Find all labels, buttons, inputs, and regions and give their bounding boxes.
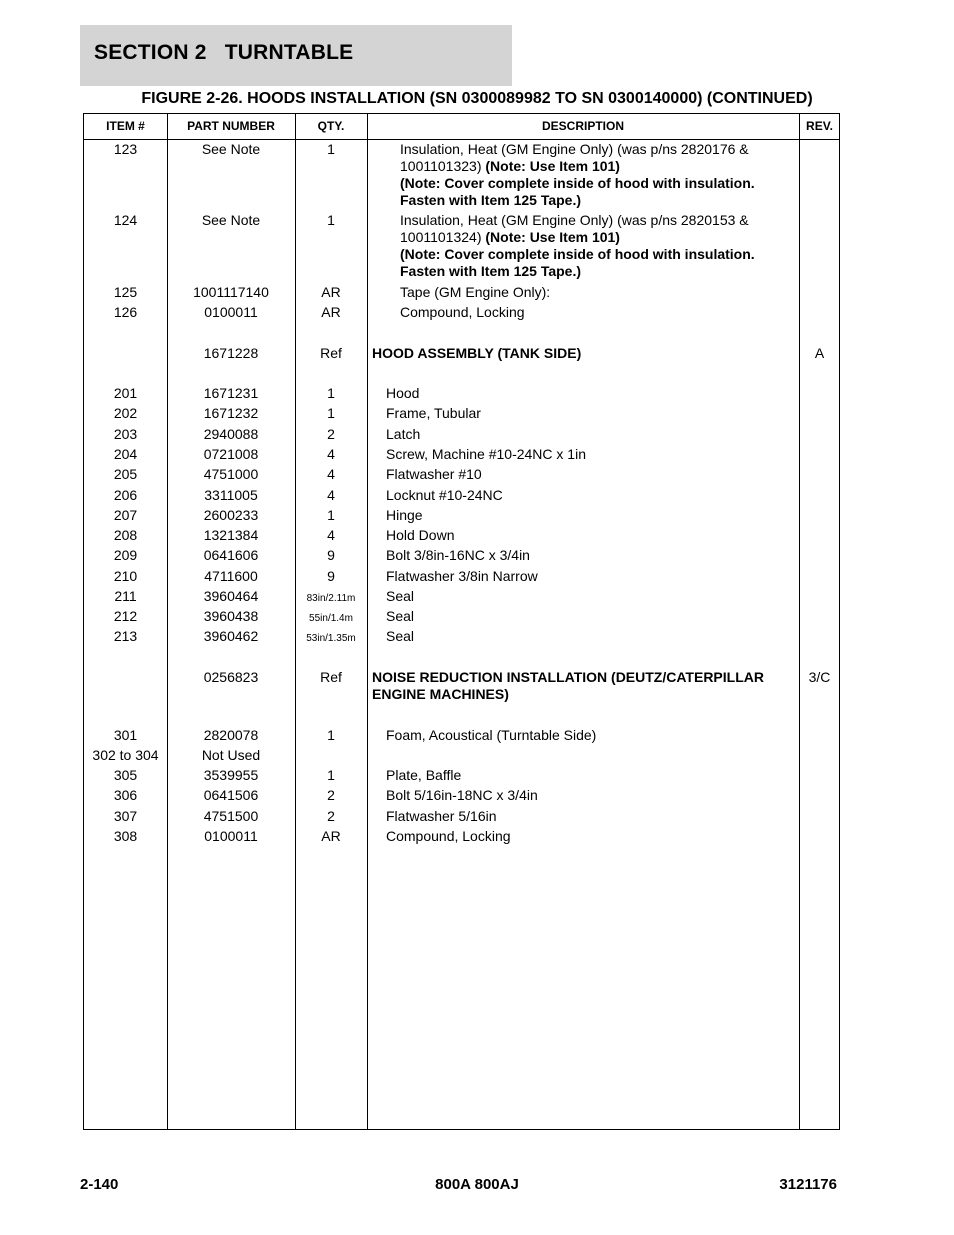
parts-table — [83, 113, 840, 1130]
item-number: 205 — [113, 466, 138, 482]
column-divider — [367, 114, 368, 1129]
description — [386, 568, 538, 585]
part-number: 3960462 — [203, 628, 259, 644]
header-item: ITEM # — [106, 119, 145, 133]
header-divider — [84, 139, 839, 140]
part-number: 2600233 — [203, 507, 259, 523]
description-line — [386, 466, 482, 483]
item-number: 202 — [113, 405, 138, 421]
description-text: Flatwasher 5/16in — [386, 808, 497, 824]
revision: A — [814, 345, 825, 361]
description — [386, 767, 461, 784]
description-line — [386, 808, 497, 825]
item-number: 209 — [113, 547, 138, 563]
revision: 3/C — [808, 669, 831, 685]
part-number: 0641606 — [203, 547, 259, 563]
quantity: 1 — [327, 141, 335, 157]
section-title: SECTION 2 TURNTABLE — [94, 41, 354, 64]
description-text: Compound, Locking — [400, 304, 525, 320]
part-number: 2820078 — [203, 727, 259, 743]
quantity: 1 — [327, 727, 335, 743]
part-number: 3539955 — [203, 767, 259, 783]
description — [386, 628, 414, 645]
description-text: Frame, Tubular — [386, 405, 481, 421]
description-line — [386, 547, 530, 564]
item-number: 208 — [113, 527, 138, 543]
description-text: Hinge — [386, 507, 423, 523]
description-text: Latch — [386, 426, 421, 442]
description — [386, 426, 420, 443]
description — [386, 787, 538, 804]
model-label: 800A 800AJ — [435, 1176, 519, 1193]
description-text: Hood — [386, 385, 420, 401]
part-number: 4711600 — [204, 568, 258, 584]
part-number: 0256823 — [203, 669, 259, 685]
item-number: 207 — [113, 507, 138, 523]
header-rev: REV. — [806, 119, 833, 133]
description-text: 1001101324) — [400, 229, 486, 245]
description — [400, 141, 755, 209]
doc-number: 3121176 — [779, 1176, 837, 1193]
description-text: Insulation, Heat (GM Engine Only) (was p/ns 2820153 & — [400, 212, 749, 228]
item-number: 305 — [113, 767, 138, 783]
description-text: Screw, Machine #10-24NC x 1in — [386, 446, 586, 462]
description-line — [386, 608, 414, 625]
item-number: 306 — [113, 787, 138, 803]
description-text: ENGINE MACHINES) — [372, 686, 509, 702]
description-text: Seal — [386, 588, 415, 604]
quantity: 1 — [327, 507, 335, 523]
description-line — [386, 527, 454, 544]
description — [386, 385, 419, 402]
description-line — [386, 426, 420, 443]
description-line — [372, 345, 581, 362]
part-number: 1671232 — [203, 405, 259, 421]
description — [372, 345, 581, 362]
item-number: 210 — [113, 568, 138, 584]
description — [386, 588, 414, 605]
description — [386, 487, 503, 504]
item-number: 125 — [113, 284, 138, 300]
description-line — [400, 304, 525, 321]
item-number: 203 — [113, 426, 138, 442]
quantity: 1 — [327, 405, 335, 421]
column-divider — [799, 114, 800, 1129]
page-number: 2-140 — [80, 1176, 119, 1193]
part-number: 0100011 — [204, 304, 258, 320]
description-text: Fasten with Item 125 Tape.) — [400, 192, 582, 208]
quantity: 4 — [327, 487, 335, 503]
quantity: 1 — [327, 212, 335, 228]
description-line — [386, 767, 461, 784]
description — [386, 527, 454, 544]
part-number: 1671231 — [203, 385, 259, 401]
header-part-number: PART NUMBER — [187, 119, 275, 133]
description-text: Plate, Baffle — [386, 767, 462, 783]
part-number: 1321384 — [203, 527, 259, 543]
description — [372, 669, 764, 703]
description-line — [400, 141, 755, 158]
part-number: Not Used — [201, 747, 261, 763]
description-line — [386, 828, 511, 845]
quantity: 4 — [327, 466, 335, 482]
description-line — [400, 263, 755, 280]
quantity: 1 — [327, 385, 335, 401]
figure-title: FIGURE 2-26. HOODS INSTALLATION (SN 0300089982 TO SN 0300140000) (CONTINUED) — [141, 90, 813, 107]
item-number: 308 — [113, 828, 138, 844]
description-text: Insulation, Heat (GM Engine Only) (was p/ns 2820176 & — [400, 141, 749, 157]
description-note: (Note: Use Item 101) — [485, 158, 620, 174]
description-text: Bolt 5/16in-18NC x 3/4in — [386, 787, 538, 803]
item-number: 124 — [113, 212, 138, 228]
description — [386, 405, 481, 422]
quantity: AR — [321, 304, 341, 320]
description-text: Hold Down — [386, 527, 455, 543]
description-text: Flatwasher 3/8in Narrow — [386, 568, 538, 584]
description — [386, 507, 423, 524]
description-text: Locknut #10-24NC — [386, 487, 503, 503]
quantity: 4 — [327, 527, 335, 543]
description-line — [386, 787, 538, 804]
description-line — [386, 507, 423, 524]
item-number: 123 — [113, 141, 138, 157]
description — [400, 304, 525, 321]
quantity: 83in/2.11m — [306, 593, 356, 604]
description-line — [400, 192, 755, 209]
description-line — [386, 405, 481, 422]
part-number: 0100011 — [204, 828, 258, 844]
quantity: 1 — [327, 767, 335, 783]
part-number: 4751000 — [203, 466, 259, 482]
item-number: 302 to 304 — [92, 747, 159, 763]
description-text: Bolt 3/8in-16NC x 3/4in — [386, 547, 530, 563]
header-qty: QTY. — [317, 119, 345, 133]
description — [400, 284, 550, 301]
quantity: AR — [321, 284, 341, 300]
description — [386, 608, 414, 625]
description-line — [372, 686, 764, 703]
part-number: 3311005 — [204, 487, 258, 503]
description-line — [386, 446, 586, 463]
part-number: 2940088 — [203, 426, 259, 442]
quantity: 4 — [327, 446, 335, 462]
description — [386, 446, 586, 463]
quantity: Ref — [320, 669, 342, 685]
description-line — [386, 487, 503, 504]
part-number: 0641506 — [203, 787, 259, 803]
description-line — [372, 669, 764, 686]
item-number: 126 — [113, 304, 138, 320]
description-line — [386, 727, 596, 744]
part-number: 1671228 — [203, 345, 259, 361]
description — [400, 212, 755, 280]
quantity: AR — [321, 828, 341, 844]
description-line — [386, 568, 538, 585]
description-line — [400, 284, 550, 301]
quantity: 9 — [327, 547, 335, 563]
description — [386, 727, 596, 744]
description-line — [400, 212, 755, 229]
description-text: Seal — [386, 628, 415, 644]
quantity: Ref — [320, 345, 342, 361]
description — [386, 466, 482, 483]
description-text: 1001101323) — [400, 158, 486, 174]
quantity: 2 — [327, 787, 335, 803]
part-number: 3960464 — [203, 588, 259, 604]
description-text: Fasten with Item 125 Tape.) — [400, 263, 582, 279]
description — [386, 808, 497, 825]
description-note: (Note: Use Item 101) — [485, 229, 620, 245]
description-line — [386, 628, 414, 645]
item-number: 212 — [113, 608, 138, 624]
description-text: (Note: Cover complete inside of hood with insulation. — [400, 246, 755, 262]
quantity: 2 — [327, 426, 335, 442]
part-number: 3960438 — [203, 608, 259, 624]
description-line — [386, 588, 414, 605]
quantity: 2 — [327, 808, 335, 824]
item-number: 204 — [113, 446, 138, 462]
description-line — [400, 158, 755, 175]
description-text: NOISE REDUCTION INSTALLATION (DEUTZ/CATERPILLAR — [372, 669, 764, 685]
description-text: Compound, Locking — [386, 828, 511, 844]
description-text: Seal — [386, 608, 415, 624]
description-line — [400, 175, 755, 192]
item-number: 211 — [114, 588, 137, 604]
part-number: 0721008 — [203, 446, 259, 462]
description-line — [400, 246, 755, 263]
description-line — [386, 385, 419, 402]
header-description: DESCRIPTION — [541, 119, 624, 133]
item-number: 307 — [113, 808, 138, 824]
description-text: Foam, Acoustical (Turntable Side) — [386, 727, 597, 743]
item-number: 206 — [113, 487, 138, 503]
part-number: See Note — [201, 212, 261, 228]
quantity: 53in/1.35m — [306, 633, 356, 644]
description-text: HOOD ASSEMBLY (TANK SIDE) — [372, 345, 582, 361]
item-number: 301 — [113, 727, 138, 743]
description-text: Flatwasher #10 — [386, 466, 482, 482]
part-number: 1001117140 — [193, 284, 269, 300]
part-number: 4751500 — [203, 808, 259, 824]
description-line — [400, 229, 755, 246]
part-number: See Note — [201, 141, 261, 157]
description-text: Tape (GM Engine Only): — [400, 284, 551, 300]
item-number: 213 — [113, 628, 138, 644]
item-number: 201 — [113, 385, 138, 401]
description-text: (Note: Cover complete inside of hood with insulation. — [400, 175, 755, 191]
quantity: 9 — [327, 568, 335, 584]
description — [386, 828, 511, 845]
quantity: 55in/1.4m — [309, 613, 353, 624]
description — [386, 547, 530, 564]
